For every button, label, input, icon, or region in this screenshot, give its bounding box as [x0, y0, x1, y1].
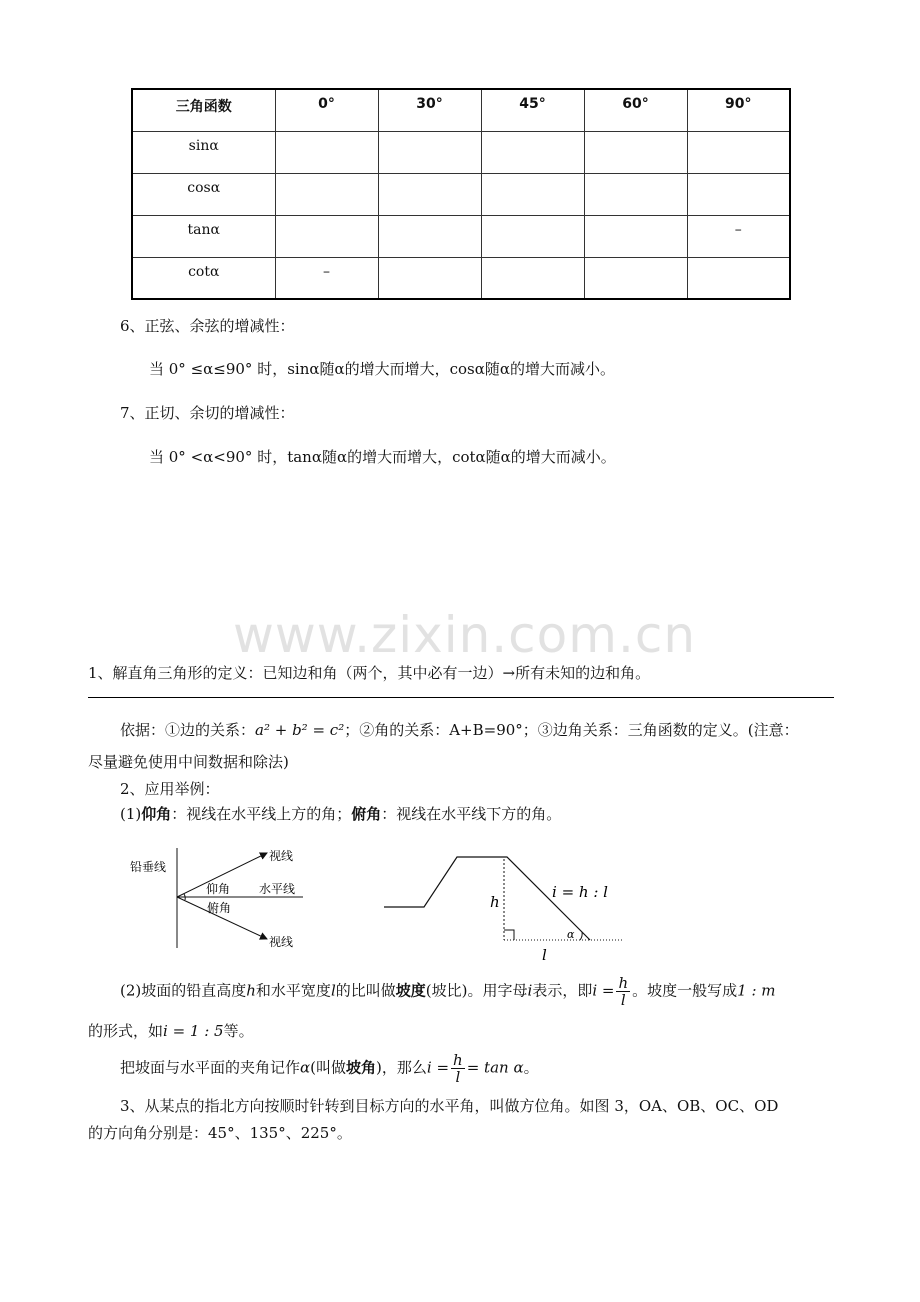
fraction-numerator: h: [453, 1051, 463, 1069]
application-heading: 2、应用举例：: [120, 780, 220, 798]
value-cell: –: [275, 257, 378, 299]
value-cell: [687, 131, 790, 173]
function-cell: cosα: [132, 173, 275, 215]
fraction-h-over-l: [451, 1052, 465, 1085]
formula-lhs: i =: [426, 1058, 450, 1077]
value-cell: [481, 173, 584, 215]
value-cell: [481, 131, 584, 173]
header-cell: 0°: [275, 89, 378, 131]
elevation-depression-figure: [130, 840, 320, 955]
ratio-example: i = 1 : 5: [163, 1022, 224, 1040]
table-row: [132, 173, 790, 215]
text-run: (叫做: [310, 1058, 347, 1077]
table-row: [132, 131, 790, 173]
depression-label: 俯角: [207, 901, 232, 915]
value-cell: [378, 257, 481, 299]
table-row: [132, 215, 790, 257]
elevation-term: 仰角: [141, 805, 172, 823]
right-angle-mark: [504, 930, 514, 940]
divider: [88, 697, 834, 698]
value-cell: [584, 173, 687, 215]
fraction-denominator: l: [620, 991, 626, 1009]
vertical-label: 铅垂线: [130, 860, 167, 874]
var-h: h: [246, 981, 256, 1000]
var-alpha: α: [300, 1058, 311, 1077]
value-cell: [481, 257, 584, 299]
text-run: 的比叫做: [335, 981, 396, 1000]
value-cell: [378, 215, 481, 257]
table-header-row: [132, 89, 790, 131]
var-l: l: [330, 981, 336, 1000]
basis-rest: ；②角的关系：A+B=90°；③边角关系：三角函数的定义。(注意：: [344, 721, 799, 739]
section-6-body: 当 0° ≤α≤90° 时，sinα随α的增大而增大，cosα随α的增大而减小。: [149, 360, 616, 378]
height-label: h: [490, 893, 500, 911]
watermark: www.zixin.com.cn: [233, 606, 697, 664]
basis-line-1: [120, 719, 799, 741]
function-cell: sinα: [132, 131, 275, 173]
section-7-body: 当 0° <α<90° 时，tanα随α的增大而增大，cotα随α的增大而减小。: [149, 448, 616, 466]
definition-paragraph: 1、解直角三角形的定义：已知边和角（两个，其中必有一边）→所有未知的边和角。: [88, 664, 651, 682]
header-cell: 三角函数: [132, 89, 275, 131]
value-cell: –: [687, 215, 790, 257]
var-i: i: [527, 981, 533, 1000]
basis-prefix: 依据：①边的关系：: [120, 721, 256, 739]
depression-definition: ：视线在水平线下方的角。: [381, 805, 562, 823]
bearing-paragraph-line-2: 的方向角分别是：45°、135°、225°。: [88, 1124, 352, 1142]
function-cell: tanα: [132, 215, 275, 257]
section-6-title: 6、正弦、余弦的增减性：: [120, 317, 295, 335]
text-run: 表示，即: [532, 981, 593, 1000]
table-row: [132, 257, 790, 299]
fraction-h-over-l: [616, 975, 630, 1008]
value-cell: [378, 131, 481, 173]
ratio-form: 1 : m: [737, 981, 776, 1000]
header-cell: 30°: [378, 89, 481, 131]
value-cell: [584, 215, 687, 257]
value-cell: [378, 173, 481, 215]
text-run: 。: [523, 1058, 539, 1077]
value-cell: [584, 131, 687, 173]
formula-rhs: = tan α: [466, 1058, 524, 1077]
header-cell: 90°: [687, 89, 790, 131]
fraction-denominator: l: [455, 1068, 461, 1086]
formula-lhs: i =: [592, 981, 615, 1000]
section-7-title: 7、正切、余切的增减性：: [120, 404, 295, 422]
item-number: (1): [120, 805, 142, 823]
text-run: (2)坡面的铅直高度: [120, 981, 247, 1000]
slope-term: 坡度: [395, 981, 426, 1000]
header-cell: 60°: [584, 89, 687, 131]
function-cell: cotα: [132, 257, 275, 299]
value-cell: [275, 131, 378, 173]
slope-paragraph-line-2: [88, 1020, 254, 1042]
depression-term: 俯角: [351, 805, 382, 823]
text-run: 等。: [223, 1022, 254, 1040]
horizontal-label: 水平线: [259, 882, 296, 896]
text-run: 。坡度一般写成: [632, 981, 738, 1000]
slope-angle-paragraph: [120, 1052, 539, 1085]
text-run: 的形式，如: [88, 1022, 164, 1040]
elevation-definition: ：视线在水平线上方的角；: [171, 805, 352, 823]
text-run: )，那么: [376, 1058, 427, 1077]
alpha-label: α: [567, 928, 575, 941]
trig-table: [131, 88, 791, 300]
elevation-label: 仰角: [206, 882, 231, 896]
slope-angle-term: 坡角: [346, 1058, 377, 1077]
fraction-numerator: h: [618, 974, 629, 992]
value-cell: [275, 173, 378, 215]
header-cell: 45°: [481, 89, 584, 131]
pythagoras-formula: a² + b² = c²: [255, 721, 345, 739]
slope-formula: i = h : l: [552, 883, 608, 901]
text-run: (坡比)。用字母: [425, 981, 528, 1000]
value-cell: [687, 173, 790, 215]
alpha-arc: [580, 932, 582, 940]
slope-figure: [382, 845, 632, 965]
slope-paragraph-line-1: [120, 975, 776, 1008]
text-run: 把坡面与水平面的夹角记作: [120, 1058, 301, 1077]
text-run: 和水平宽度: [255, 981, 331, 1000]
value-cell: [584, 257, 687, 299]
sight-label-top: 视线: [269, 849, 294, 863]
value-cell: [481, 215, 584, 257]
bearing-paragraph-line-1: 3、从某点的指北方向按顺时针转到目标方向的水平角，叫做方位角。如图 3，OA、OB、OC、OD: [120, 1097, 779, 1115]
value-cell: [687, 257, 790, 299]
basis-line-2: 尽量避免使用中间数据和除法): [88, 753, 289, 771]
angle-definitions: [120, 803, 561, 825]
sight-label-bottom: 视线: [269, 935, 294, 949]
length-label: l: [542, 946, 547, 964]
value-cell: [275, 215, 378, 257]
